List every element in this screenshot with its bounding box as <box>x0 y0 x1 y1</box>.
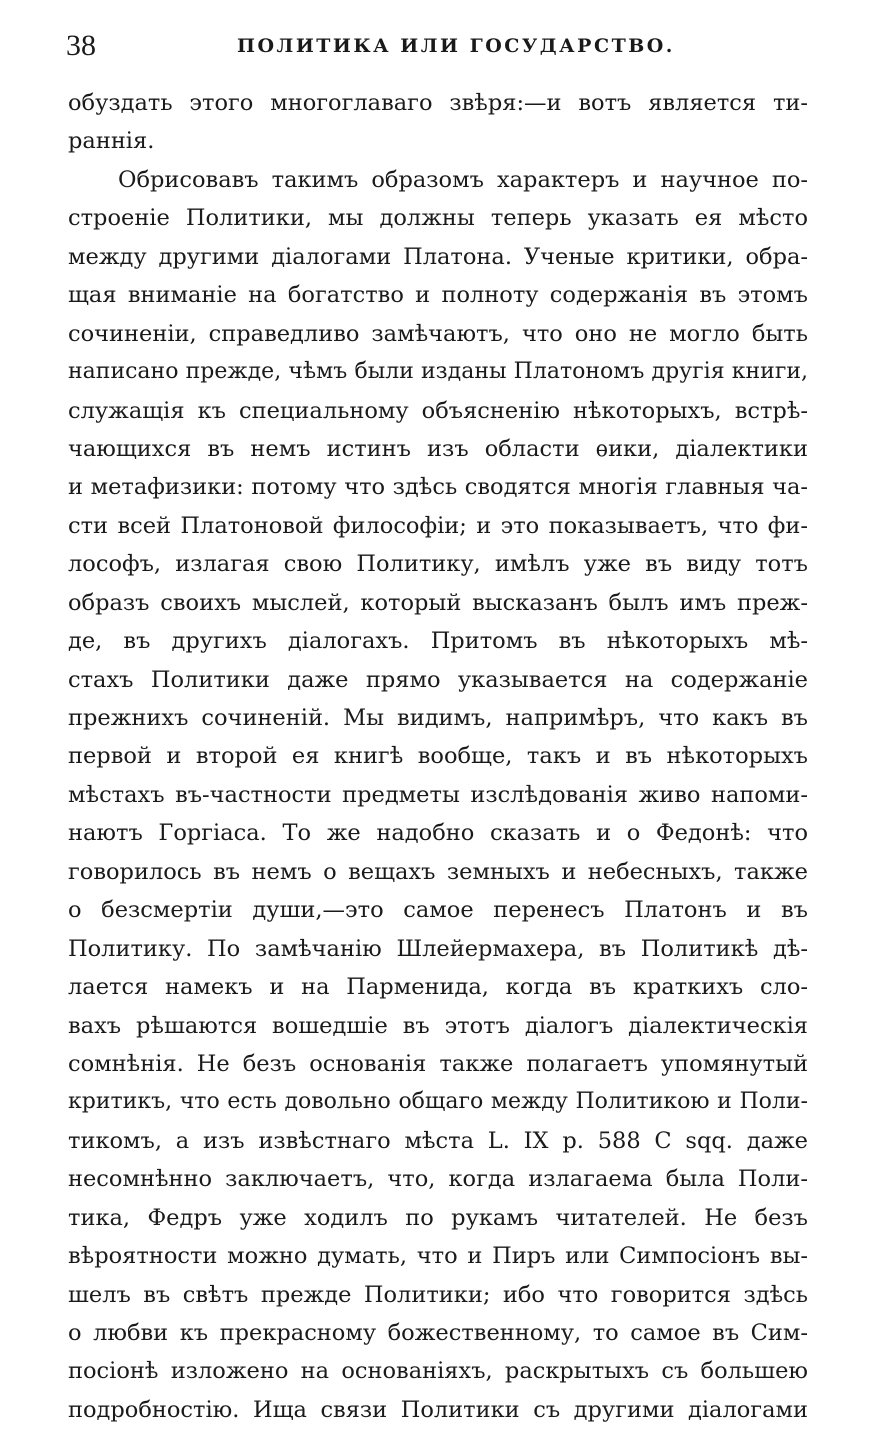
text-line: лософъ, излагая свою Политику, имѣлъ уже въ виду тотъ <box>68 551 808 578</box>
text-line: подробностію. Ища связи Политики съ другими діалогами <box>68 1396 808 1423</box>
text-line: сти всей Платоновой философіи; и это показываетъ, что фи- <box>68 512 808 539</box>
body-text <box>68 84 808 1429</box>
text-line: сочиненіи, справедливо замѣчаютъ, что оно не могло быть <box>68 320 808 347</box>
text-line: лается намекъ и на Парменида, когда въ краткихъ сло- <box>68 974 808 1001</box>
text-line: наютъ Горгіаса. То же надобно сказать и о Федонѣ: что <box>68 820 808 847</box>
text-line: между другими діалогами Платона. Ученые критики, обра- <box>68 243 808 270</box>
text-line: первой и второй ея книгѣ вообще, такъ и въ нѣкоторыхъ <box>68 743 808 770</box>
text-line: строеніе Политики, мы должны теперь указать ея мѣсто <box>68 205 808 232</box>
text-line: Политику. По замѣчанію Шлейермахера, въ Политикѣ дѣ- <box>68 935 808 962</box>
page-header <box>66 26 806 66</box>
text-line: обуздать этого многоглаваго звѣря:—и вотъ является ти- <box>68 90 808 116</box>
text-line: чающихся въ немъ истинъ изъ области ѳики, діалектики <box>68 435 808 462</box>
text-line: шелъ въ свѣтъ прежде Политики; ибо что говорится здѣсь <box>68 1281 808 1308</box>
text-line: стахъ Политики даже прямо указывается на содержаніе <box>68 666 808 693</box>
text-line: прежнихъ сочиненій. Мы видимъ, напримѣръ, что какъ въ <box>68 705 808 731</box>
text-line: говорилось въ немъ о вещахъ земныхъ и небесныхъ, также <box>68 858 808 885</box>
text-line: вахъ рѣшаются вошедшіе въ этотъ діалогъ діалектическія <box>68 1012 808 1039</box>
text-line: и метафизики: потому что здѣсь сводятся многія главныя ча- <box>68 474 808 501</box>
text-line: о безсмертіи души,—это самое перенесъ Платонъ и въ <box>68 897 808 924</box>
text-line: щая вниманіе на богатство и полноту содержанія въ этомъ <box>68 282 808 309</box>
text-line: раннія. <box>68 128 155 155</box>
running-title: ПОЛИТИКА ИЛИ ГОСУДАРСТВО. <box>237 35 675 57</box>
text-line: тика, Федръ уже ходилъ по рукамъ читателей. Не безъ <box>68 1204 808 1231</box>
text-line: служащія къ специальному объясненію нѣкоторыхъ, встрѣ- <box>68 397 808 424</box>
text-line: сомнѣнія. Не безъ основанія также полагаетъ упомянутый <box>68 1050 808 1077</box>
text-line: мѣстахъ въ-частности предметы изслѣдованія живо напоми- <box>68 781 808 808</box>
text-line: посіонѣ изложено на основаніяхъ, раскрытыхъ съ большею <box>68 1358 808 1385</box>
text-line: тикомъ, а изъ извѣстнаго мѣста L. IX p. 588 C sqq. даже <box>68 1127 808 1154</box>
text-line: Обрисовавъ такимъ образомъ характеръ и научное по- <box>118 166 808 193</box>
text-line: несомнѣнно заключаетъ, что, когда излагаема была Поли- <box>68 1166 808 1193</box>
page-number: 38 <box>66 29 96 62</box>
text-line: о любви къ прекрасному божественному, то самое въ Сим- <box>68 1320 808 1346</box>
text-line: критикъ, что есть довольно общаго между Политикою и Поли- <box>68 1089 808 1115</box>
text-line: де, въ другихъ діалогахъ. Притомъ въ нѣкоторыхъ мѣ- <box>68 628 808 655</box>
text-line: написано прежде, чѣмъ были изданы Платономъ другія книги, <box>68 359 808 385</box>
text-line: вѣроятности можно думать, что и Пиръ или Симпосіонъ вы- <box>68 1243 808 1270</box>
text-line: образъ своихъ мыслей, который высказанъ былъ имъ преж- <box>68 589 808 616</box>
